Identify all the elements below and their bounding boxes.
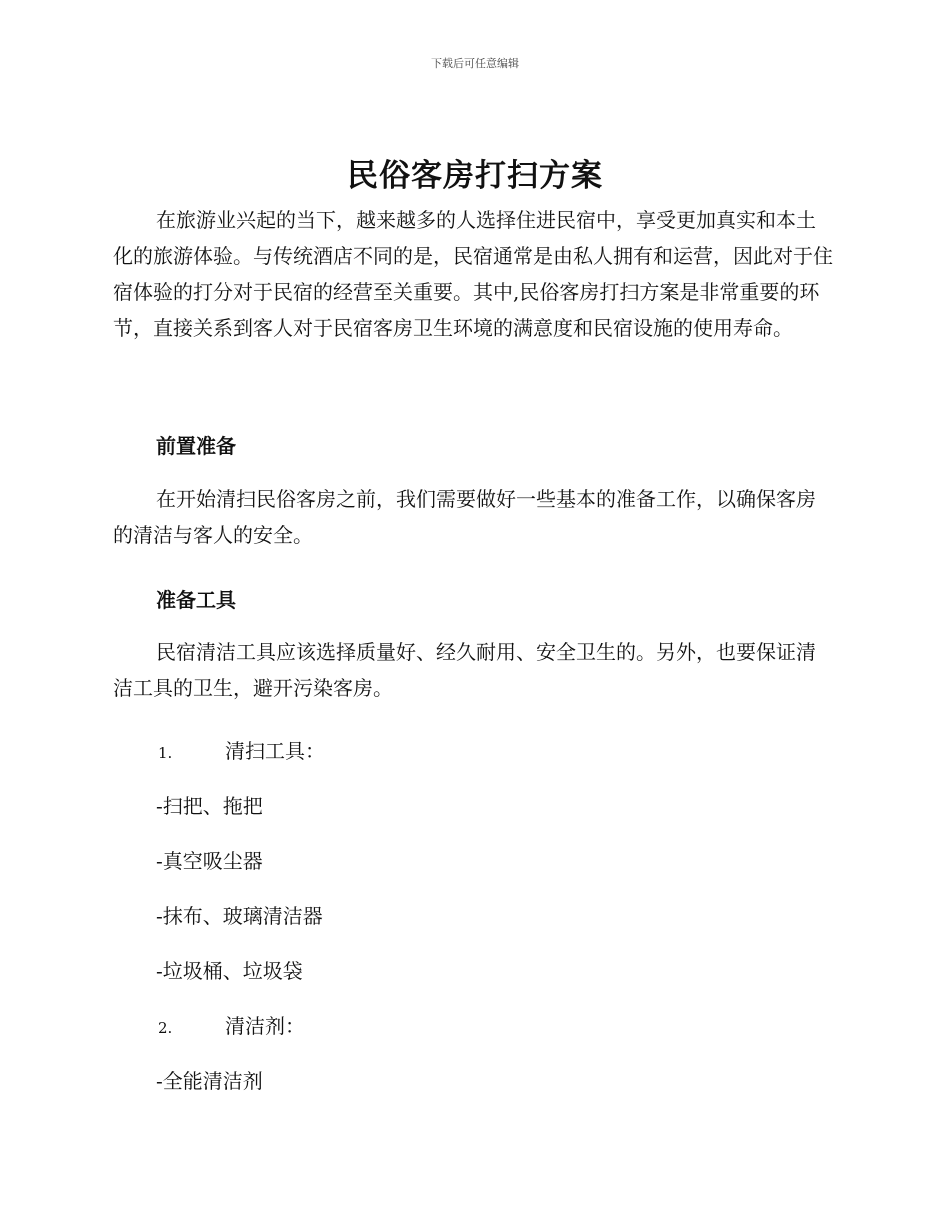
header-note: 下载后可任意编辑 xyxy=(431,57,519,70)
list-item: -真空吸尘器 xyxy=(156,849,263,873)
document-title: 民俗客房打扫方案 xyxy=(347,158,603,194)
tools-paragraph: 民宿清洁工具应该选择质量好、经久耐用、安全卫生的。另外，也要保证清洁工具的卫生，避开污染客房。 xyxy=(113,640,816,700)
list-heading-cleaning-tools xyxy=(158,735,325,764)
list-number: 1. xyxy=(158,744,173,762)
list-item: -垃圾桶、垃圾袋 xyxy=(156,959,303,983)
list-label: 清扫工具： xyxy=(225,739,325,763)
list-heading-cleaners xyxy=(158,1010,305,1039)
section-heading-tools: 准备工具 xyxy=(156,588,236,612)
list-label: 清洁剂： xyxy=(225,1014,305,1038)
section-heading-preparation: 前置准备 xyxy=(156,434,236,458)
list-item: -全能清洁剂 xyxy=(156,1069,263,1093)
intro-paragraph: 在旅游业兴起的当下，越来越多的人选择住进民宿中，享受更加真实和本土化的旅游体验。与传统酒店不同的是，民宿通常是由私人拥有和运营，因此对于住宿体验的打分对于民宿的经营至关重要。其中,民俗客房打扫方案是非常重要的环节，直接关系到客人对于民宿客房卫生环境的满意度和民宿设施的使用寿命。 xyxy=(113,208,833,340)
list-number: 2. xyxy=(158,1019,173,1037)
list-item: -抹布、玻璃清洁器 xyxy=(156,904,323,928)
list-item: -扫把、拖把 xyxy=(156,794,263,818)
preparation-paragraph: 在开始清扫民俗客房之前，我们需要做好一些基本的准备工作，以确保客房的清洁与客人的安全。 xyxy=(113,487,816,547)
